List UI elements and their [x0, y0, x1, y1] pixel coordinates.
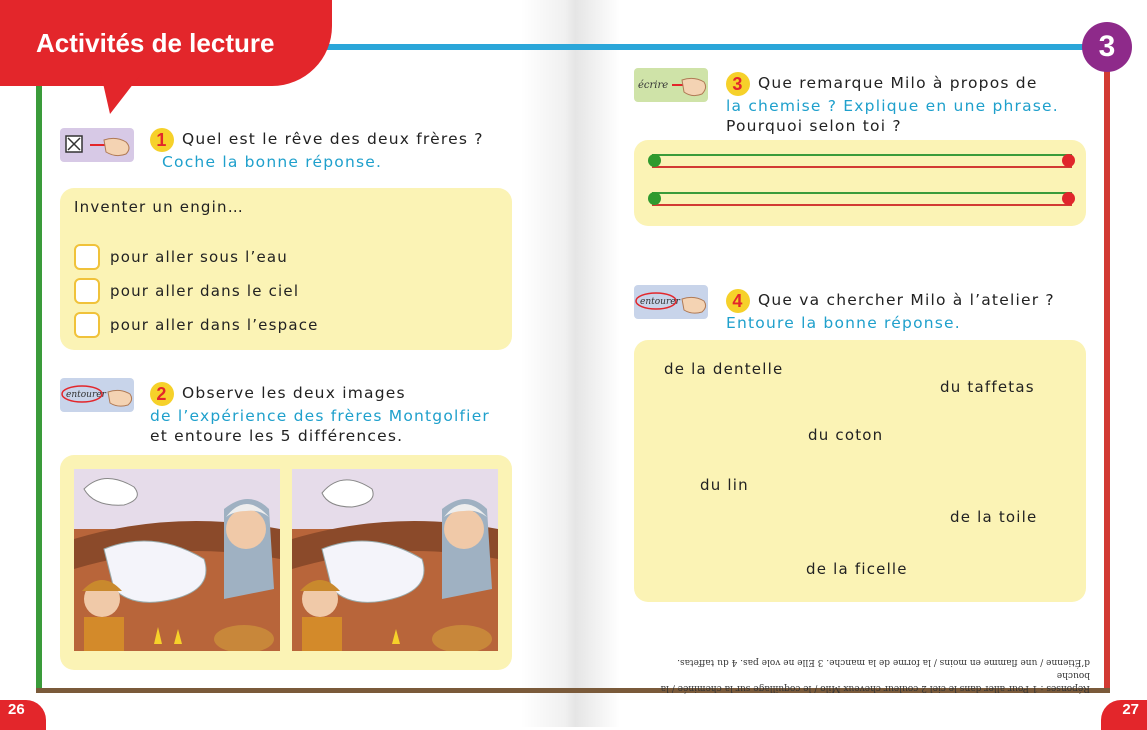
entourer-icon: [634, 285, 708, 319]
question-1: [150, 128, 484, 172]
upside-down-answers: [650, 655, 1090, 694]
start-dot: [648, 192, 661, 205]
checkbox[interactable]: [74, 244, 100, 270]
question-number: 4: [726, 289, 750, 313]
end-dot: [1062, 192, 1075, 205]
page-border-left: [36, 45, 42, 690]
q1-option[interactable]: [74, 276, 299, 306]
q3-writing-panel[interactable]: [634, 140, 1086, 226]
word-choice[interactable]: du coton: [808, 426, 884, 444]
question-1-text: Quel est le rêve des deux frères ?: [182, 130, 484, 148]
writing-line-top: [652, 192, 1072, 194]
word-choice[interactable]: de la ficelle: [806, 560, 908, 578]
checkbox-hand-icon: [60, 128, 134, 162]
question-number: 2: [150, 382, 174, 406]
question-number: 1: [150, 128, 174, 152]
answers-line-2: d’Étienne / une flamme en moins / la forme de la manche. 3 Elle ne vole pas. 4 du taffetas.: [677, 657, 1090, 667]
question-1-instruction: Coche la bonne réponse.: [162, 153, 383, 171]
word-choice[interactable]: de la dentelle: [664, 360, 784, 378]
question-3: [726, 72, 1059, 136]
entourer-icon: [60, 378, 134, 412]
illustration-right[interactable]: [292, 469, 498, 651]
title-bubble-tail: [100, 70, 144, 114]
question-4: [726, 289, 1055, 333]
writing-line-top: [652, 154, 1072, 156]
answers-line-1: Réponses : 1 Pour aller dans le ciel 2 couleur cheveux Milo / le coquillage sur la cheminée / la bouche: [660, 670, 1090, 693]
option-label: pour aller dans le ciel: [110, 282, 300, 300]
writing-baseline: [652, 166, 1072, 168]
question-3-text-line3: Pourquoi selon toi ?: [726, 117, 902, 135]
q1-option[interactable]: [74, 242, 288, 272]
q1-option[interactable]: [74, 310, 319, 340]
page-border-top: [300, 44, 1100, 50]
page-title: Activités de lecture: [36, 28, 275, 58]
ecrire-icon-label: écrire: [638, 80, 669, 91]
book-spine-shadow: [520, 0, 620, 727]
page-number-left: 26: [0, 700, 46, 730]
question-3-text-line2: la chemise ? Explique en une phrase.: [726, 97, 1059, 115]
q1-lead-text: Inventer un engin…: [74, 198, 244, 216]
question-2: [150, 382, 490, 446]
question-3-text: Que remarque Milo à propos de: [758, 74, 1038, 92]
question-4-instruction: Entoure la bonne réponse.: [726, 314, 961, 332]
q2-image-panel: [60, 455, 512, 670]
option-label: pour aller sous l’eau: [110, 248, 288, 266]
entourer-icon-label: entourer: [66, 390, 106, 400]
page-border-right: [1104, 60, 1110, 692]
page-number-right: 27: [1101, 700, 1147, 730]
ecrire-icon: [634, 68, 708, 102]
word-choice[interactable]: du lin: [700, 476, 749, 494]
question-2-text-line3: et entoure les 5 différences.: [150, 427, 404, 445]
checkbox[interactable]: [74, 312, 100, 338]
illustration-left[interactable]: [74, 469, 280, 651]
end-dot: [1062, 154, 1075, 167]
q4-word-panel: [634, 340, 1086, 602]
question-2-text-line2: de l’expérience des frères Montgolfier: [150, 407, 491, 425]
word-choice[interactable]: du taffetas: [940, 378, 1035, 396]
chapter-badge: 3: [1082, 22, 1132, 72]
q1-answer-panel: [60, 188, 512, 350]
entourer-icon-label: entourer: [640, 297, 680, 307]
question-number: 3: [726, 72, 750, 96]
word-choice[interactable]: de la toile: [950, 508, 1038, 526]
option-label: pour aller dans l’espace: [110, 316, 319, 334]
question-4-text: Que va chercher Milo à l’atelier ?: [758, 291, 1055, 309]
checkbox[interactable]: [74, 278, 100, 304]
writing-baseline: [652, 204, 1072, 206]
question-2-text: Observe les deux images: [182, 384, 406, 402]
start-dot: [648, 154, 661, 167]
